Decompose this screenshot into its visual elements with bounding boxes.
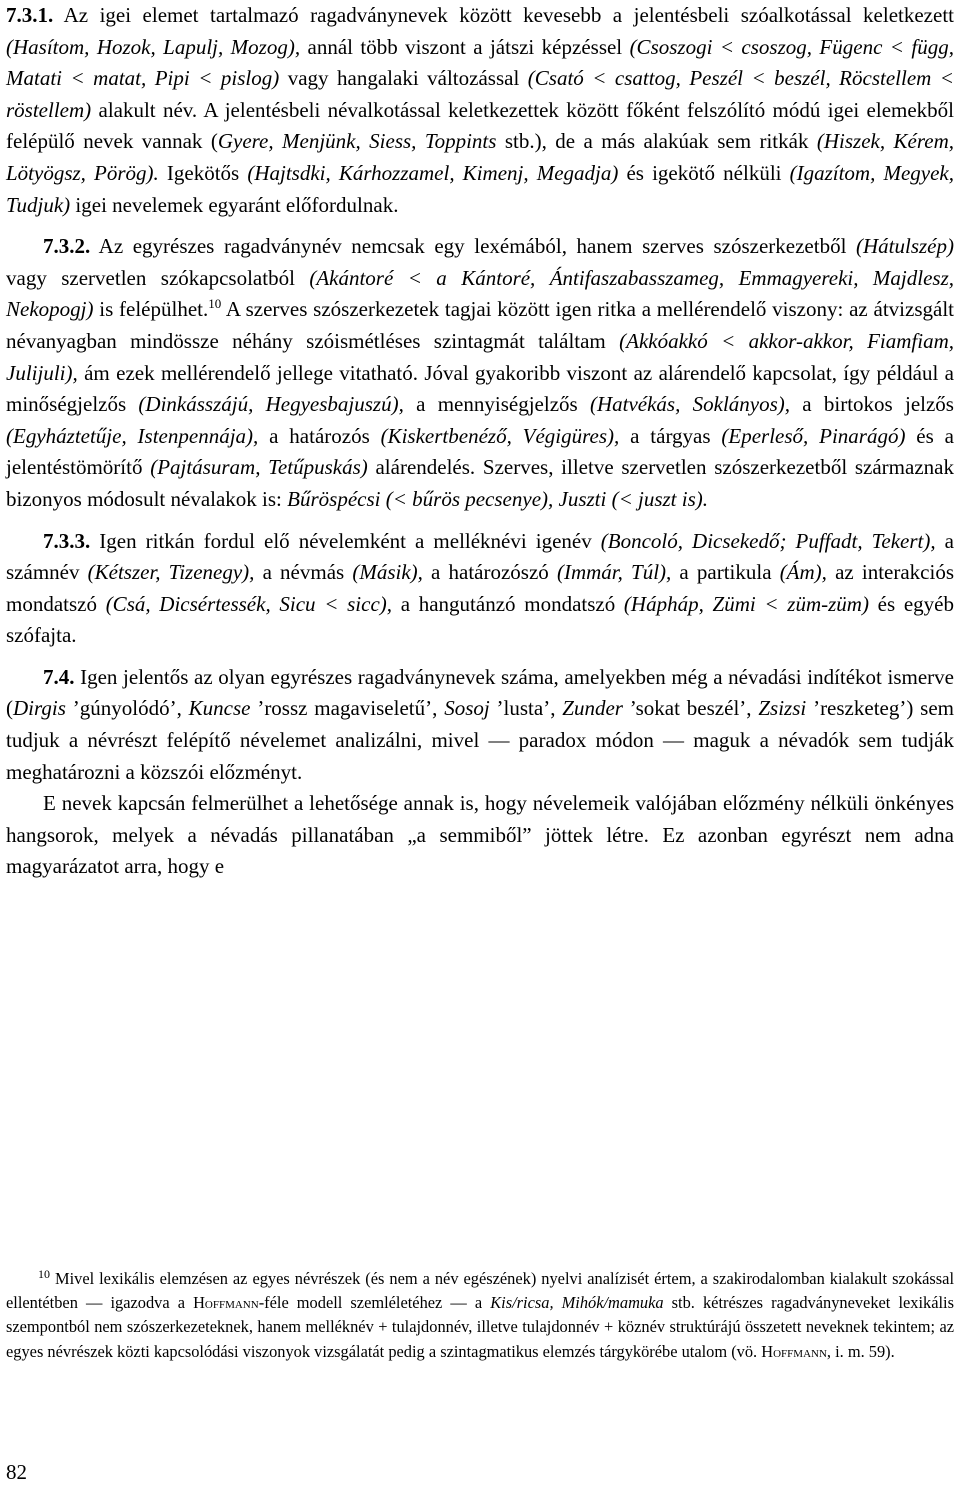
- page-body: [6, 0, 954, 883]
- section-7-3-1: [6, 0, 954, 221]
- section-text: Igen jelentős az olyan egyrészes ragadványnevek száma, amelyekben még a névadási indítékot ismerve (Dirgis ’gúnyolódó’, Kuncse ’rossz magaviseletű’, Sosoj ’lusta’, Zunder ’sokat beszél’, Zsizsi ’reszketeg’) sem tudjuk a névrészt felépítő névelemet analizálni, mivel — paradox módon — maguk a névadók sem tudják meghatározni a közszói előzményt.: [6, 664, 954, 784]
- footnote-text: Mivel lexikális elemzésen az egyes névrészek (és nem a név egészének) nyelvi analízisét értem, a szakirodalomban kialakult szokással ellentétben — igazodva a Hoffmann-féle modell szemléletéhez — a Kis/ricsa, Mihók/mamuka stb. kétrészes ragadványneveket lexikális szempontból nem szószerkezeteknek, hanem melléknév + tulajdonnév, illetve tulajdonnév + köznév struktúrájú összetett neveknek tekintem; az egyes névrészek közti kapcsolódási viszonyok vizsgálatát pedig a szintagmatikus elemzés tárgykörébe utalom (vö. Hoffmann, i. m. 59).: [6, 1269, 954, 1361]
- footnote: [6, 1267, 954, 1364]
- section-text: Az egyrészes ragadványnév nemcsak egy lexémából, hanem szerves szószerkezetből (Hátulszép) vagy szervetlen szókapcsolatból (Akántoré < a Kántoré, Ántifaszabasszameg, Emmagyereki, Majdlesz, Nekopogj) is felépülhet.$^{10}$ A szerves szószerkezetek tagjai között igen ritka a mellérendelő viszony: az átvizsgált névanyagban mindössze néhány szóismétléses szintagmát találtam (Akkóakkó < akkor-akkor, Fiamfiam, Julijuli), ám ezek mellérendelő jellege vitatható. Jóval gyakoribb viszont az alárendelő kapcsolat, így például a minőségjelzős (Dinkásszájú, Hegyesbajuszú), a mennyiségjelzős (Hatvékás, Soklányos), a birtokos jelzős (Egyháztetűje, Istenpennája), a határozós (Kiskertbenéző, Végigüres), a tárgyas (Eperleső, Pinarágó) és a jelentéstömörítő (Pajtásuram, Tetűpuskás) alárendelés. Szerves, illetve szervetlen szószerkezetből származnak bizonyos módosult névalakok is: Bűröspécsi (< bűrös pecsenye), Juszti (< juszt is).: [6, 234, 954, 511]
- section-7-3-3: [6, 526, 954, 652]
- footnote-mark: 10: [38, 1266, 50, 1281]
- page-number: 82: [6, 1460, 27, 1484]
- paragraph-continuation: [6, 788, 954, 883]
- section-7-3-2: [6, 231, 954, 515]
- section-number: 7.3.3.: [43, 528, 91, 553]
- section-number: 7.3.2.: [43, 234, 91, 259]
- section-text: E nevek kapcsán felmerülhet a lehetősége annak is, hogy névelemeik valójában előzmény nélküli önkényes hangsorok, melyek a névadás pillanatában „a semmiből” jöttek létre. Ez azonban egyrészt nem adna magyarázatot arra, hogy e: [6, 791, 954, 879]
- section-number: 7.4.: [43, 664, 75, 689]
- section-7-4: [6, 662, 954, 788]
- section-number: 7.3.1.: [6, 3, 54, 27]
- section-text: Az igei elemet tartalmazó ragadványnevek között kevesebb a jelentésbeli szóalkotással keletkezett (Hasítom, Hozok, Lapulj, Mozog), annál több viszont a játszi képzéssel (Csoszogi < csoszog, Fügenc < függ, Matati < matat, Pipi < pislog) vagy hangalaki változással (Csató < csattog, Peszél < beszél, Röcstellem < röstellem) alakult név. A jelentésbeli névalkotással keletkezettek között főként felszólító módú igei elemekből felépülő nevek vannak (Gyere, Menjünk, Siess, Toppints stb.), de a más alakúak sem ritkák (Hiszek, Kérem, Lötyögsz, Pörög). Igekötős (Hajtsdki, Kárhozzamel, Kimenj, Megadja) és igekötő nélküli (Igazítom, Megyek, Tudjuk) igei nevelemek egyaránt előfordulnak.: [6, 3, 954, 217]
- section-text: Igen ritkán fordul elő névelemként a melléknévi igenév (Boncoló, Dicsekedő; Puffadt, Tekert), a számnév (Kétszer, Tizenegy), a névmás (Másik), a határozószó (Immár, Túl), a partikula (Ám), az interakciós mondatszó (Csá, Dicsértessék, Sicu < sicc), a hangutánzó mondatszó (Hápháp, Zümi < züm-züm) és egyéb szófajta.: [6, 528, 954, 648]
